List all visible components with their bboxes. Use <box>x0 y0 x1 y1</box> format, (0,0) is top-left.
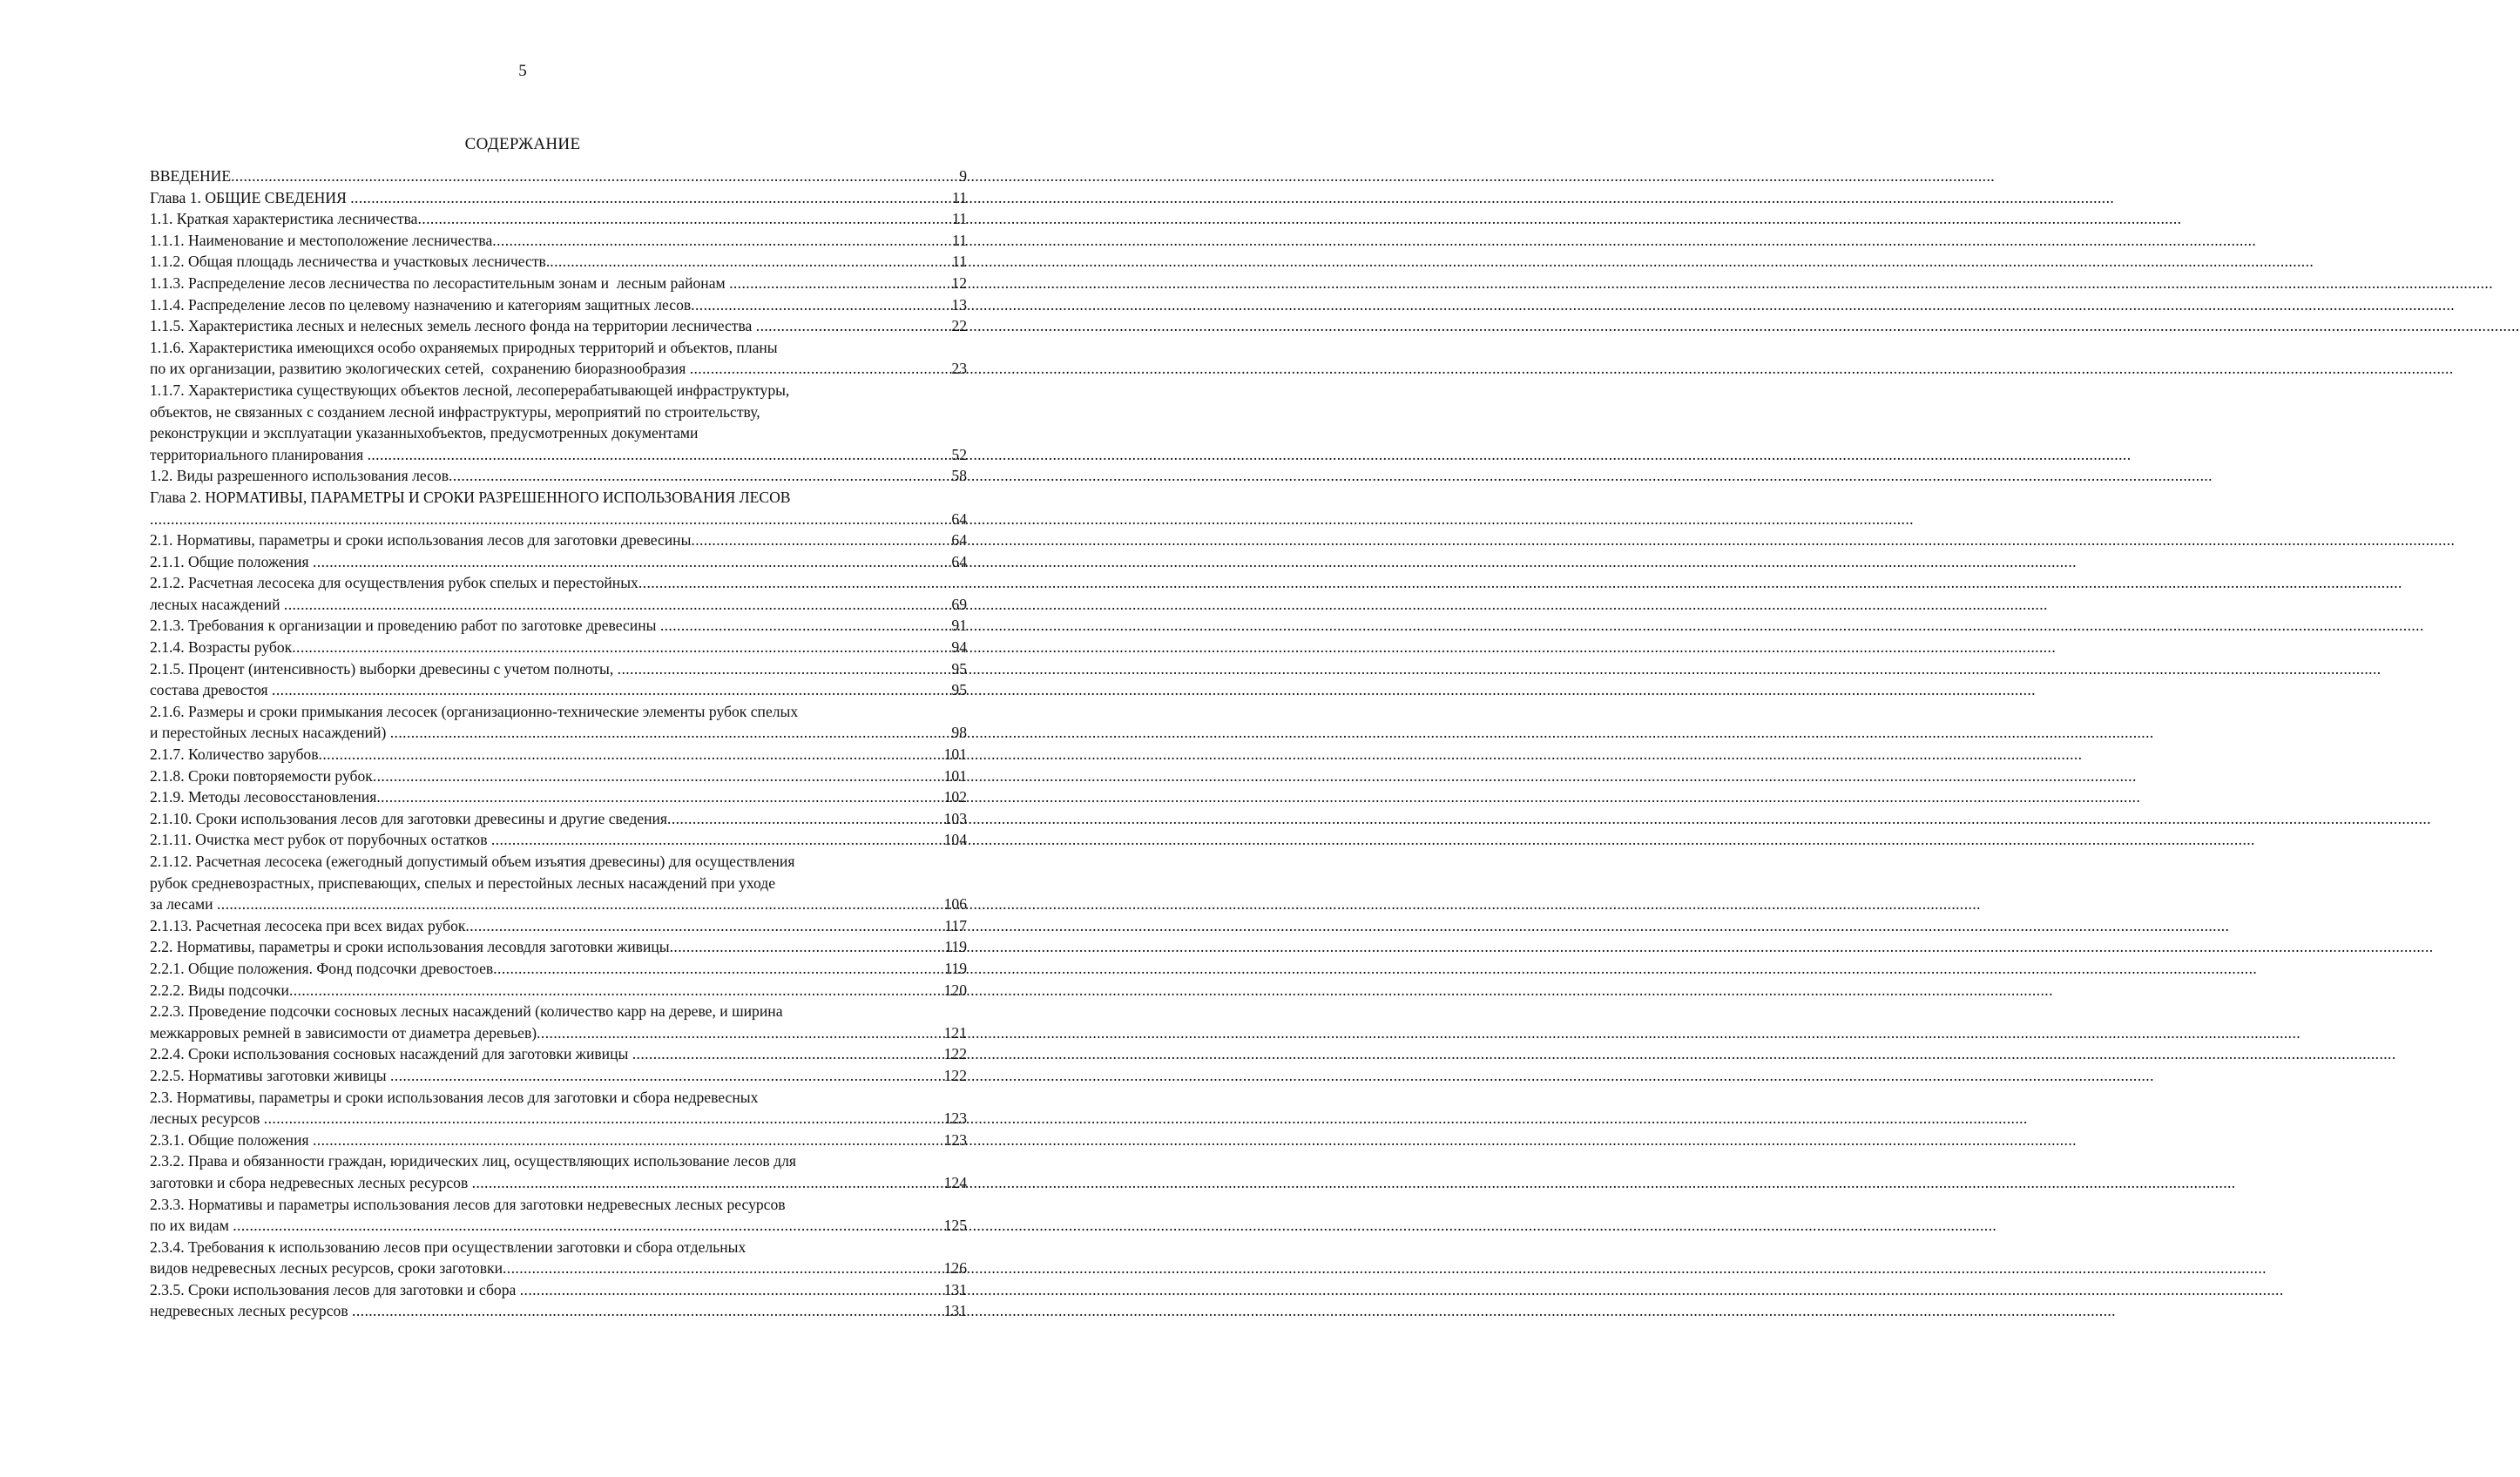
dot-leader <box>376 786 943 808</box>
toc-entry-row <box>150 637 967 658</box>
dot-leader <box>418 208 953 230</box>
toc-entry[interactable] <box>150 337 967 380</box>
toc-entry-title: лесных ресурсов <box>150 1109 264 1128</box>
dot-leader <box>368 444 952 466</box>
dot-leader <box>638 572 967 594</box>
toc-entry[interactable] <box>150 187 967 209</box>
toc-entry[interactable] <box>150 380 967 465</box>
dot-leader <box>217 894 944 915</box>
toc-entry-row <box>150 765 967 787</box>
dot-leader <box>503 1258 944 1279</box>
toc-entry-title: 2.1.1. Общие положения <box>150 552 313 570</box>
toc-entry-title: 2.1. Нормативы, параметры и сроки использования лесов для заготовки древесины <box>150 531 692 550</box>
toc-entry[interactable] <box>150 594 967 616</box>
toc-entry-page: 117 <box>944 916 967 934</box>
toc-entry[interactable] <box>150 294 967 316</box>
toc-entry-title: 2.1.5. Процент (интенсивность) выборки древесины с учетом полноты, <box>150 659 618 678</box>
toc-entry-title: 1.1.2. Общая площадь лесничества и участковых лесничеств. <box>150 253 551 271</box>
toc-entry-title: 1.1.5. Характеристика лесных и нелесных земель лесного фонда на территории лесничества <box>150 317 756 335</box>
toc-entry-row <box>150 744 967 765</box>
toc-entry-page: 101 <box>943 766 967 785</box>
toc-entry[interactable] <box>150 658 967 680</box>
dot-leader <box>373 765 944 787</box>
dot-leader <box>491 829 944 851</box>
dot-leader <box>313 551 951 573</box>
toc-entry[interactable] <box>150 637 967 658</box>
toc-entry[interactable] <box>150 1300 967 1322</box>
dot-leader <box>272 679 951 701</box>
toc-entry-title: заготовки и сбора недревесных лесных ресурсов <box>150 1173 472 1191</box>
toc-entry-row <box>150 294 967 316</box>
dot-leader <box>690 358 952 380</box>
dot-leader <box>231 165 959 187</box>
toc-entry-page: 119 <box>944 959 967 977</box>
toc-entry-row <box>150 915 967 937</box>
dot-leader <box>390 722 952 744</box>
dot-leader <box>660 615 952 637</box>
toc-entry[interactable] <box>150 786 967 808</box>
toc-entry-row <box>150 444 967 466</box>
toc-entry-title: за лесами <box>150 895 217 914</box>
toc-entry-title: 2.2.4. Сроки использования сосновых насаждений для заготовки живицы <box>150 1045 632 1063</box>
dot-leader <box>284 594 952 616</box>
toc-entry-title: 2.1.8. Сроки повторяемости рубок <box>150 766 373 785</box>
toc-entry-page: 94 <box>951 638 967 657</box>
dot-leader <box>352 1300 944 1322</box>
toc-entry-row <box>150 1300 967 1322</box>
toc-entry-row <box>150 572 967 594</box>
toc-entry-page: 126 <box>943 1259 967 1278</box>
toc-entry-title: межкарровых ремней в зависимости от диаметра деревьев) <box>150 1023 537 1042</box>
toc-entry[interactable] <box>150 958 967 980</box>
toc-entry[interactable] <box>150 487 967 529</box>
dot-leader <box>691 529 951 551</box>
toc-entry-row <box>150 465 967 487</box>
toc-entry[interactable] <box>150 165 967 187</box>
toc-entry-title: 2.1.10. Сроки использования лесов для заготовки древесины и другие сведения <box>150 809 668 827</box>
toc-entry-title: Глава 1. ОБЩИЕ СВЕДЕНИЯ <box>150 188 351 206</box>
toc-entry-page: 131 <box>943 1302 967 1320</box>
toc-entry[interactable] <box>150 1150 967 1193</box>
toc-entry-line: 2.2.3. Проведение подсочки сосновых лесных насаждений (количество карр на дереве, и ширина <box>150 1002 783 1021</box>
toc-entry-row <box>150 1043 967 1065</box>
toc-entry-row <box>150 187 967 209</box>
dot-leader <box>550 251 952 273</box>
table-of-contents <box>150 165 967 1322</box>
toc-entry-page: 22 <box>951 317 967 335</box>
toc-entry-row <box>150 658 967 680</box>
toc-entry-row <box>150 165 967 187</box>
toc-entry-title: по их видам <box>150 1217 233 1235</box>
toc-entry-title: 2.1.4. Возрасты рубок <box>150 638 293 657</box>
toc-entry-row <box>150 230 967 252</box>
toc-entry-row <box>150 358 967 380</box>
toc-entry-row <box>150 208 967 230</box>
toc-entry-title: 1.1.1. Наименование и местоположение лесничества <box>150 231 493 249</box>
dot-leader <box>691 294 951 316</box>
toc-entry[interactable] <box>150 273 967 294</box>
toc-entry-page: 13 <box>951 295 967 314</box>
dot-leader <box>289 980 944 1002</box>
toc-entry[interactable] <box>150 980 967 1002</box>
toc-entry-row <box>150 615 967 637</box>
toc-entry-line: 1.1.6. Характеристика имеющихся особо охраняемых природных территорий и объектов, планы <box>150 338 778 356</box>
toc-entry-row <box>150 251 967 273</box>
toc-entry[interactable] <box>150 551 967 573</box>
toc-entry-page: 106 <box>943 895 967 914</box>
toc-entry-line: реконструкции и эксплуатации указанныхобъектов, предусмотренных документами <box>150 424 699 442</box>
dot-leader <box>233 1215 943 1237</box>
toc-entry-title: видов недревесных лесных ресурсов, сроки заготовки <box>150 1259 503 1278</box>
toc-entry-page: 9 <box>959 167 967 185</box>
toc-entry[interactable] <box>150 572 967 594</box>
toc-entry-page: 64 <box>951 531 967 550</box>
toc-entry-line: рубок средневозрастных, приспевающих, спелых и перестойных лесных насаждений при уходе <box>150 873 776 892</box>
toc-entry-line: 2.1.6. Размеры и сроки примыкания лесосек (организационно-технические элементы рубок спелых <box>150 702 799 720</box>
toc-entry[interactable] <box>150 230 967 252</box>
toc-entry-title: состава древостоя <box>150 681 273 699</box>
dot-leader <box>449 465 951 487</box>
toc-entry-title: 1.1.4. Распределение лесов по целевому назначению и категориям защитных лесов <box>150 295 692 314</box>
toc-entry-row <box>150 1022 967 1044</box>
dot-leader <box>319 744 944 765</box>
toc-entry-title: 1.1.3. Распределение лесов лесничества по лесорастительным зонам и лесным районам <box>150 273 730 292</box>
dot-leader <box>465 915 944 937</box>
dot-leader <box>292 637 951 658</box>
toc-entry-title: 2.1.9. Методы лесовосстановления <box>150 788 377 806</box>
toc-entry-row <box>150 679 967 701</box>
toc-entry-row <box>150 722 967 744</box>
toc-entry-row <box>150 936 967 958</box>
toc-entry-page: 123 <box>943 1109 967 1128</box>
toc-entry[interactable] <box>150 1279 967 1301</box>
dot-leader <box>150 509 951 530</box>
toc-entry-page: 125 <box>943 1217 967 1235</box>
toc-entry-title: 2.1.13. Расчетная лесосека при всех видах рубок <box>150 916 466 934</box>
toc-entry-page: 64 <box>951 552 967 570</box>
toc-entry-page: 102 <box>943 788 967 806</box>
toc-entry-row <box>150 894 967 915</box>
toc-entry[interactable] <box>150 765 967 787</box>
toc-entry-page: 103 <box>943 809 967 827</box>
toc-entry-row <box>150 980 967 1002</box>
toc-entry-title: 1.2. Виды разрешенного использования лесов <box>150 467 449 485</box>
toc-entry-page: 120 <box>943 981 967 999</box>
toc-entry-title: 2.3.1. Общие положения <box>150 1130 313 1149</box>
toc-entry-title: 2.2.1. Общие положения. Фонд подсочки древостоев <box>150 959 494 977</box>
toc-entry-row <box>150 829 967 851</box>
toc-entry-page: 23 <box>951 360 967 378</box>
toc-entry-title: ВВЕДЕНИЕ <box>150 167 232 185</box>
toc-entry[interactable] <box>150 1237 967 1279</box>
toc-entry-title: территориального планирования <box>150 445 368 463</box>
toc-entry-page: 11 <box>952 253 967 271</box>
dot-leader <box>390 1065 944 1087</box>
toc-entry-page: 64 <box>951 509 967 528</box>
toc-entry-row <box>150 786 967 808</box>
toc-entry-page: 121 <box>943 1023 967 1042</box>
toc-entry-title: по их организации, развитию экологических сетей, сохранению биоразнообразия <box>150 360 690 378</box>
dot-leader <box>264 1108 944 1130</box>
dot-leader <box>492 230 952 252</box>
toc-entry-page: 69 <box>951 595 967 613</box>
dot-leader <box>667 808 944 830</box>
toc-entry-row <box>150 1279 967 1301</box>
toc-entry-line: 2.3.3. Нормативы и параметры использования лесов для заготовки недревесных лесных ресурсов <box>150 1195 786 1213</box>
toc-entry-line: 2.3.4. Требования к использованию лесов при осуществлении заготовки и сбора отдельных <box>150 1238 747 1256</box>
dot-leader <box>537 1022 943 1044</box>
toc-entry-row <box>150 529 967 551</box>
toc-entry[interactable] <box>150 701 967 744</box>
dot-leader <box>729 273 951 294</box>
toc-title: СОДЕРЖАНИЕ <box>464 135 581 153</box>
page-number: 5 <box>518 62 527 80</box>
toc-entry-row <box>150 1108 967 1130</box>
toc-entry-row <box>150 273 967 294</box>
toc-entry-row <box>150 1258 967 1279</box>
toc-entry[interactable] <box>150 808 967 830</box>
toc-entry-title: 2.1.11. Очистка мест рубок от порубочных остатков <box>150 831 491 849</box>
toc-entry-page: 52 <box>951 445 967 463</box>
toc-entry[interactable] <box>150 1087 967 1130</box>
toc-entry-title: 2.2. Нормативы, параметры и сроки использования лесовдля заготовки живицы <box>150 938 670 956</box>
toc-entry-row <box>150 594 967 616</box>
toc-entry[interactable] <box>150 315 967 337</box>
toc-entry-title: 2.2.2. Виды подсочки <box>150 981 289 999</box>
toc-entry[interactable] <box>150 615 967 637</box>
toc-entry-title: 2.2.5. Нормативы заготовки живицы <box>150 1066 390 1084</box>
dot-leader <box>618 658 952 680</box>
dot-leader <box>520 1279 944 1301</box>
dot-leader <box>493 958 944 980</box>
dot-leader <box>632 1043 944 1065</box>
toc-entry-title: и перестойных лесных насаждений) <box>150 724 390 742</box>
toc-entry-page: 95 <box>951 681 967 699</box>
toc-entry[interactable] <box>150 679 967 701</box>
toc-entry-line: объектов, не связанных с созданием лесной инфраструктуры, мероприятий по строительству, <box>150 402 760 421</box>
toc-entry-page: 119 <box>944 938 967 956</box>
toc-entry-row <box>150 808 967 830</box>
toc-entry[interactable] <box>150 529 967 551</box>
toc-entry[interactable] <box>150 1001 967 1043</box>
toc-entry-page: 124 <box>943 1173 967 1191</box>
toc-entry-row <box>150 1065 967 1087</box>
toc-entry-title: 2.1.2. Расчетная лесосека для осуществления рубок спелых и перестойных <box>150 574 638 592</box>
toc-entry-row <box>150 509 967 530</box>
toc-entry-page: 11 <box>952 188 967 206</box>
toc-entry-row <box>150 1172 967 1194</box>
toc-entry-title: лесных насаждений <box>150 595 284 613</box>
toc-entry-line: 1.1.7. Характеристика существующих объектов лесной, лесоперерабатывающей инфраструктуры, <box>150 381 790 399</box>
toc-entry-page: 123 <box>943 1130 967 1149</box>
toc-entry-title: 1.1. Краткая характеристика лесничества <box>150 210 418 228</box>
toc-entry-row <box>150 1130 967 1151</box>
toc-entry-row <box>150 551 967 573</box>
toc-entry[interactable] <box>150 1065 967 1087</box>
toc-entry-page: 131 <box>943 1280 967 1298</box>
toc-entry-page: 11 <box>952 210 967 228</box>
dot-leader <box>313 1130 944 1151</box>
toc-entry[interactable] <box>150 1043 967 1065</box>
toc-entry[interactable] <box>150 851 967 915</box>
toc-entry-page: 122 <box>943 1045 967 1063</box>
toc-entry-line: 2.3. Нормативы, параметры и сроки использования лесов для заготовки и сбора недревесных <box>150 1088 759 1106</box>
toc-entry[interactable] <box>150 829 967 851</box>
toc-entry-page: 12 <box>951 273 967 292</box>
toc-entry-page: 95 <box>951 659 967 678</box>
toc-entry[interactable] <box>150 744 967 765</box>
toc-entry-row <box>150 315 967 337</box>
toc-entry-page: 104 <box>943 831 967 849</box>
dot-leader <box>670 936 945 958</box>
toc-entry-page: 98 <box>951 724 967 742</box>
toc-entry-page: 101 <box>943 745 967 764</box>
toc-entry-title: недревесных лесных ресурсов <box>150 1302 353 1320</box>
toc-entry-row <box>150 1215 967 1237</box>
dot-leader <box>350 187 952 209</box>
toc-entry-line: 2.3.2. Права и обязанности граждан, юридических лиц, осуществляющих использование лесов для <box>150 1152 796 1170</box>
toc-entry-title: 2.1.7. Количество зарубов <box>150 745 319 764</box>
toc-entry-page: 122 <box>943 1066 967 1084</box>
toc-entry-line: Глава 2. НОРМАТИВЫ, ПАРАМЕТРЫ И СРОКИ РАЗРЕШЕННОГО ИСПОЛЬЗОВАНИЯ ЛЕСОВ <box>150 488 791 506</box>
toc-entry-title: 2.3.5. Сроки использования лесов для заготовки и сбора <box>150 1280 520 1298</box>
toc-entry-page: 58 <box>951 467 967 485</box>
toc-entry[interactable] <box>150 1130 967 1151</box>
toc-entry-page: 11 <box>952 231 967 249</box>
toc-entry[interactable] <box>150 915 967 937</box>
toc-entry[interactable] <box>150 465 967 487</box>
toc-entry[interactable] <box>150 1194 967 1237</box>
toc-entry-page: 91 <box>951 617 967 635</box>
dot-leader <box>756 315 952 337</box>
toc-entry[interactable] <box>150 936 967 958</box>
toc-entry-row <box>150 958 967 980</box>
dot-leader <box>472 1172 944 1194</box>
toc-entry[interactable] <box>150 208 967 230</box>
toc-entry-title: 2.1.3. Требования к организации и проведению работ по заготовке древесины <box>150 617 660 635</box>
toc-entry-line: 2.1.12. Расчетная лесосека (ежегодный допустимый объем изъятия древесины) для осуществления <box>150 853 795 870</box>
toc-entry[interactable] <box>150 251 967 273</box>
